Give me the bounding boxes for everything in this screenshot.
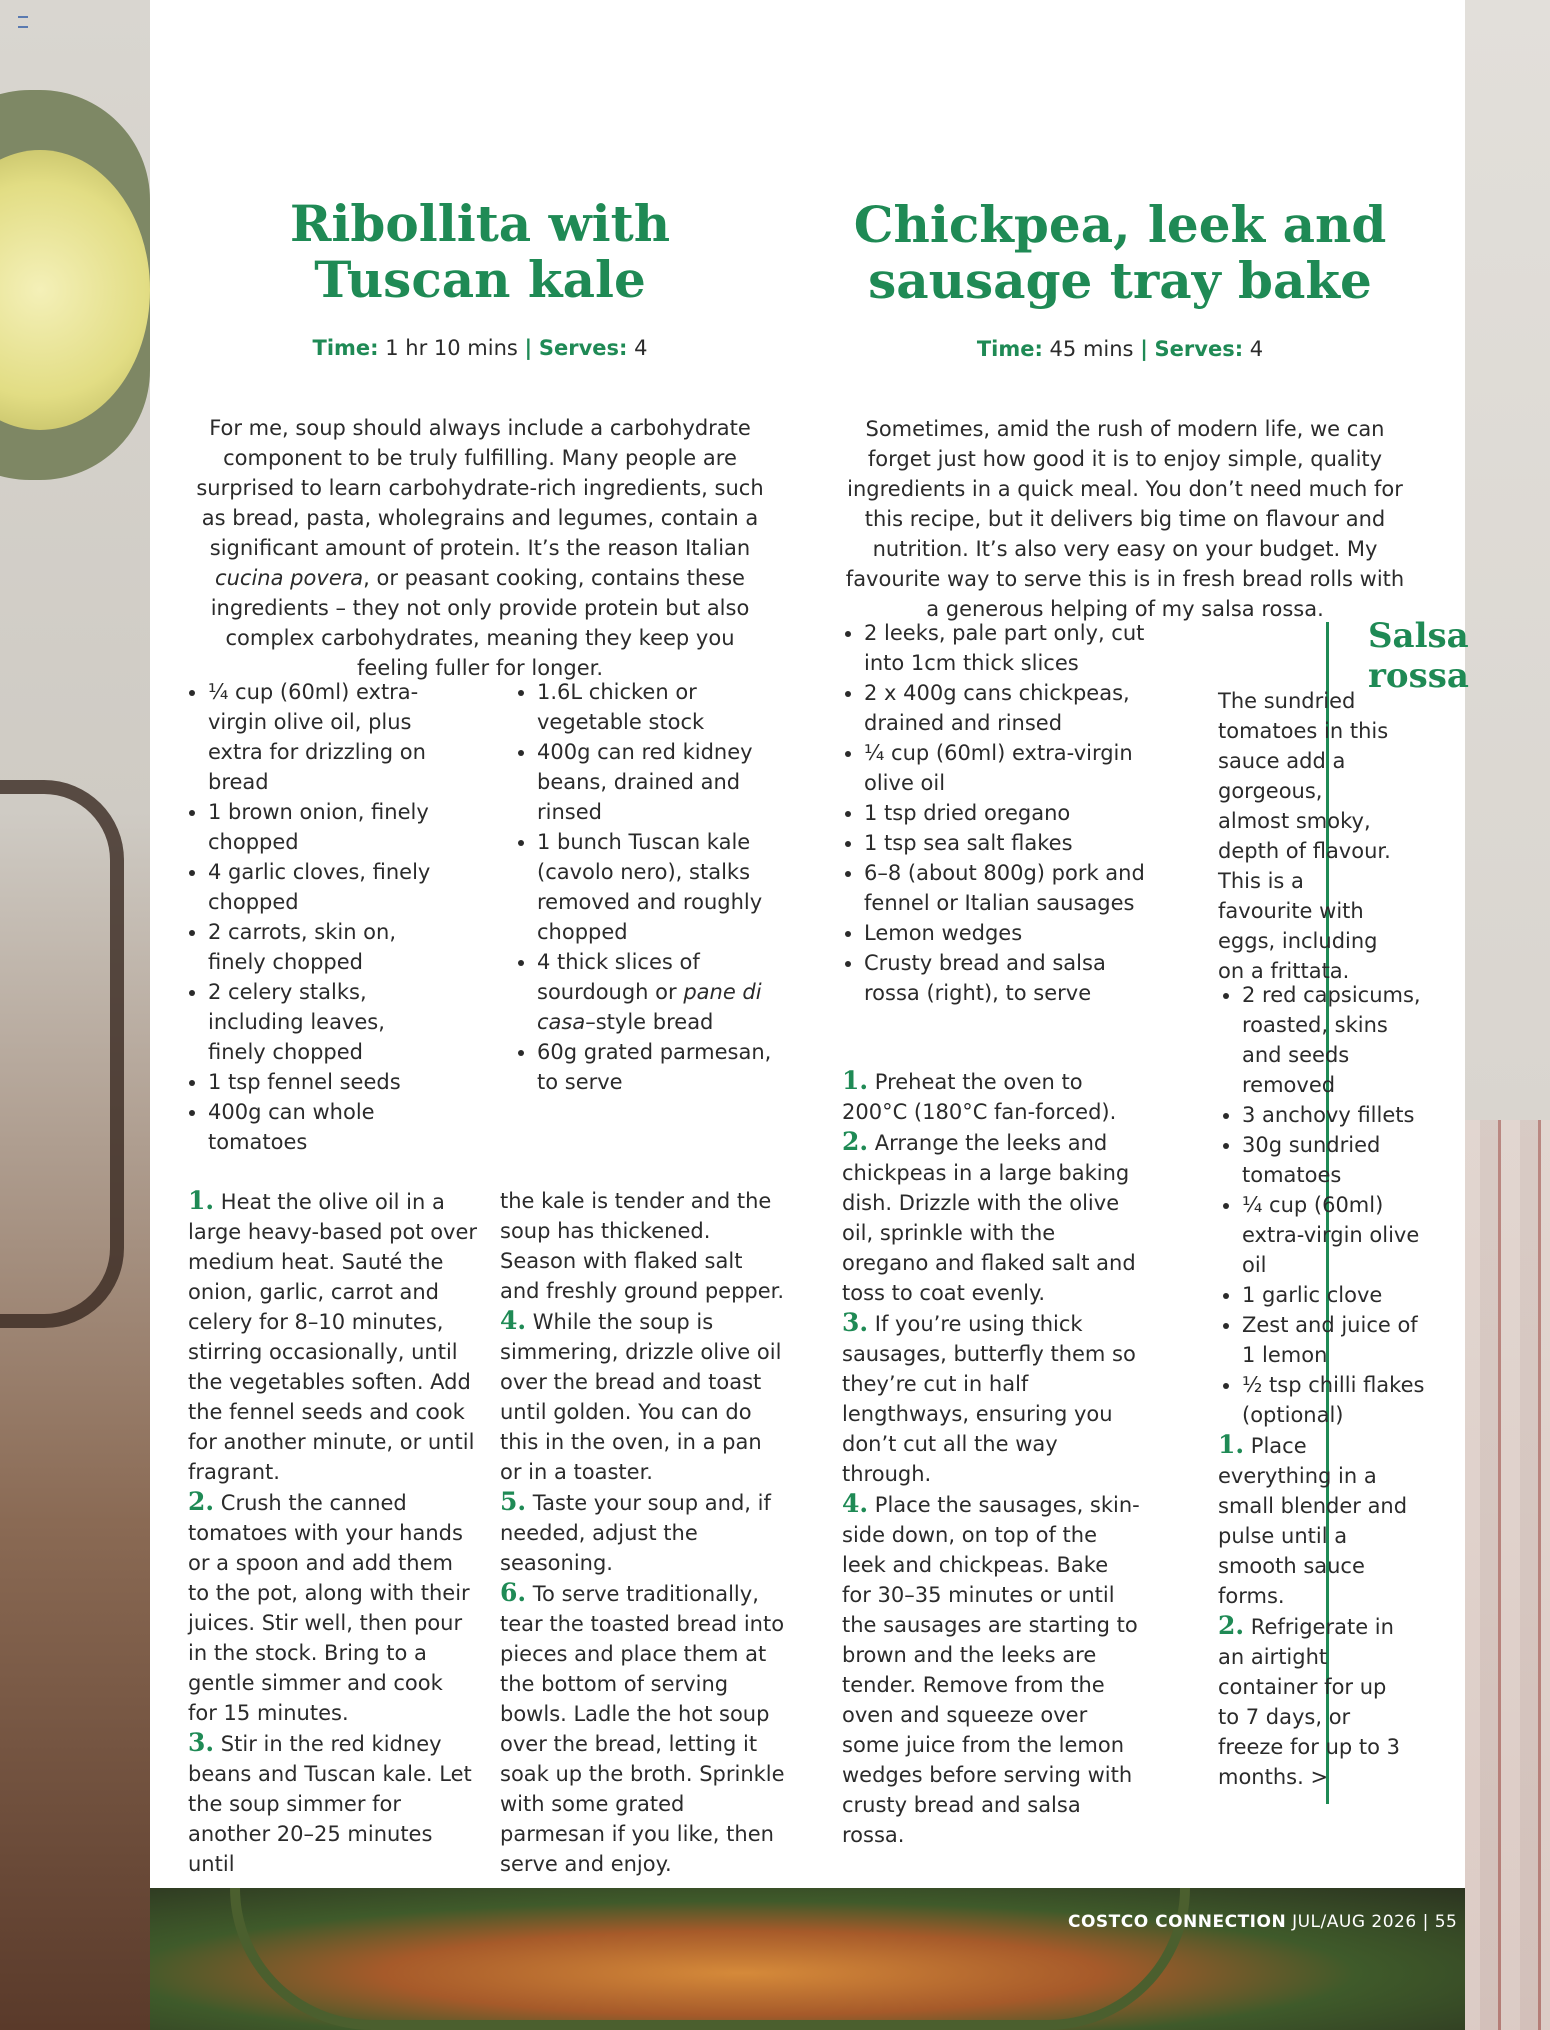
footer-brand: COSTCO CONNECTION: [1068, 1912, 1287, 1932]
time-label: Time:: [976, 337, 1043, 361]
left-title-line2: Tuscan kale: [314, 250, 646, 309]
method-step: [1218, 1611, 1408, 1792]
list-item: • Lemon wedges: [864, 918, 1164, 948]
left-recipe-title: [180, 196, 780, 308]
method-step: [188, 1186, 478, 1487]
list-item: • ¼ cup (60ml) extra-virgin olive oil: [1242, 1190, 1432, 1280]
page-number: 55: [1434, 1912, 1458, 1932]
serves-label: Serves:: [538, 336, 628, 360]
step-number: 2.: [1218, 1611, 1245, 1640]
method-step: [188, 1487, 478, 1728]
list-item: • 400g can whole tomatoes: [208, 1097, 438, 1157]
list-item: • 2 leeks, pale part only, cut into 1cm thick slices: [864, 618, 1164, 678]
step-text: Crush the canned tomatoes with your hands or a spoon and add them to the pot, along with their juices. Stir well, then pour in the stock. Bring to a gentle simmer and cook for 15 minutes.: [188, 1491, 470, 1725]
step-text: Heat the olive oil in a large heavy-based pot over medium heat. Sauté the onion, garlic, carrot and celery for 8–10 minutes, stirring occasionally, until the vegetables soften. Add the fennel seeds and cook for another minute, or until fragrant.: [188, 1190, 478, 1484]
serves-label: Serves:: [1154, 337, 1244, 361]
right-recipe-meta: Time: 45 mins | Serves: 4: [976, 337, 1264, 361]
step-text: Preheat the oven to 200°C (180°C fan-forced).: [842, 1070, 1117, 1124]
time-value: 45 mins: [1049, 337, 1134, 361]
page-footer: [1068, 1912, 1457, 1932]
list-item: • 30g sundried tomatoes: [1242, 1130, 1432, 1190]
step-number: 6.: [500, 1578, 527, 1607]
recipe-page: [150, 0, 1469, 1888]
left-ingredients-col2: [515, 677, 787, 1097]
time-value: 1 hr 10 mins: [385, 336, 518, 360]
right-ingredients: [842, 618, 1164, 1008]
salsa-title: Salsa rossa: [1368, 616, 1469, 696]
method-step: [500, 1578, 785, 1879]
step-number: 4.: [842, 1489, 869, 1518]
list-item: • 1 tsp fennel seeds: [208, 1067, 438, 1097]
left-intro: For me, soup should always include a carbohydrate component to be truly fulfilling. Many people are surprised to learn carbohydrate-rich ingredients, such as bread, pasta, wholegrains and legumes, contain a significant amount of protein. It’s the reason Italian cucina povera, or peasant cooking, contains these ingredients – they not only provide protein but also complex carbohydrates, meaning they keep you feeling fuller for longer.: [196, 416, 764, 680]
menu-icon[interactable]: [18, 16, 28, 28]
step-text: Place the sausages, skin-side down, on top of the leek and chickpeas. Bake for 30–35 minutes or until the sausages are starting to brown and the leeks are tender. Remove from the oven and squeeze over some juice from the lemon wedges before serving with crusty bread and salsa rossa.: [842, 1493, 1140, 1847]
left-method-col2: [500, 1186, 785, 1879]
step-text: Arrange the leeks and chickpeas in a large baking dish. Drizzle with the olive oil, sprinkle with the oregano and flaked salt and toss to coat evenly.: [842, 1131, 1136, 1305]
list-item: • 2 x 400g cans chickpeas, drained and rinsed: [864, 678, 1164, 738]
method-step: [1218, 1430, 1408, 1611]
right-title-line2: sausage tray bake: [868, 251, 1372, 310]
list-item: • 1 tsp sea salt flakes: [864, 828, 1164, 858]
method-step: [842, 1066, 1142, 1127]
list-item: • 2 red capsicums, roasted, skins and seeds removed: [1242, 980, 1432, 1100]
step-number: 2.: [842, 1127, 869, 1156]
step-number: 1.: [842, 1066, 869, 1095]
list-item: • 6–8 (about 800g) pork and fennel or Italian sausages: [864, 858, 1164, 918]
step-number: 3.: [188, 1728, 215, 1757]
step-number: 5.: [500, 1487, 527, 1516]
left-method-col1: [188, 1186, 478, 1879]
step-text: To serve traditionally, tear the toasted bread into pieces and place them at the bottom of serving bowls. Ladle the hot soup over the bread, letting it soak up the broth. Sprinkle with some grated parmesan if you like, then serve and enjoy.: [500, 1582, 785, 1876]
method-step: [500, 1306, 785, 1487]
step-number: 2.: [188, 1487, 215, 1516]
right-recipe-title: [830, 197, 1410, 309]
list-item: • 1.6L chicken or vegetable stock: [537, 677, 787, 737]
bowl-rim: [230, 1888, 1190, 2030]
list-item: • 4 thick slices of sourdough or pane di casa–style bread: [537, 947, 787, 1037]
method-step: [842, 1127, 1142, 1308]
step-text: Stir in the red kidney beans and Tuscan kale. Let the soup simmer for another 20–25 minutes until: [188, 1732, 472, 1876]
list-item: • 2 celery stalks, including leaves, finely chopped: [208, 977, 438, 1067]
step-text: Place everything in a small blender and pulse until a smooth sauce forms.: [1218, 1434, 1408, 1608]
method-step: [500, 1487, 785, 1578]
serves-value: 4: [634, 336, 648, 360]
list-item: • 4 garlic cloves, finely chopped: [208, 857, 438, 917]
step-number: 1.: [188, 1186, 215, 1215]
list-item: • Zest and juice of 1 lemon: [1242, 1310, 1432, 1370]
step-number: 3.: [842, 1308, 869, 1337]
footer-separator: |: [1422, 1912, 1429, 1932]
list-item: • 3 anchovy fillets: [1242, 1100, 1432, 1130]
salsa-method: [1218, 1430, 1408, 1792]
left-recipe-meta: Time: 1 hr 10 mins | Serves: 4: [312, 336, 648, 360]
serves-value: 4: [1249, 337, 1264, 361]
method-step: [842, 1308, 1142, 1489]
list-item: • 1 garlic clove: [1242, 1280, 1432, 1310]
salsa-ingredients: [1220, 980, 1432, 1430]
salsa-intro: The sundried tomatoes in this sauce add a gorgeous, almost smoky, depth of flavour. This is a favourite with eggs, including on a frittata.: [1218, 689, 1391, 983]
left-title-line1: Ribollita with: [289, 194, 671, 253]
list-item: • 60g grated parmesan, to serve: [537, 1037, 787, 1097]
right-title-line1: Chickpea, leek and: [853, 195, 1387, 254]
method-step: [842, 1489, 1142, 1850]
list-item: • 1 bunch Tuscan kale (cavolo nero), stalks removed and roughly chopped: [537, 827, 787, 947]
time-label: Time:: [312, 336, 379, 360]
list-item: • 1 tsp dried oregano: [864, 798, 1164, 828]
step-text: If you’re using thick sausages, butterfly them so they’re cut in half lengthways, ensuring you don’t cut all the way through.: [842, 1312, 1136, 1486]
list-item: • ½ tsp chilli flakes (optional): [1242, 1370, 1432, 1430]
step-text: While the soup is simmering, drizzle olive oil over the bread and toast until golden. You can do this in the oven, in a pan or in a toaster.: [500, 1310, 782, 1484]
list-item: • ¼ cup (60ml) extra-virgin olive oil: [864, 738, 1164, 798]
right-method: [842, 1066, 1142, 1850]
step-number: 4.: [500, 1306, 527, 1335]
step-text: Taste your soup and, if needed, adjust the seasoning.: [500, 1491, 771, 1575]
footer-issue: JUL/AUG 2026: [1292, 1912, 1417, 1932]
left-ingredients-col1: [186, 677, 438, 1157]
list-item: • 2 carrots, skin on, finely chopped: [208, 917, 438, 977]
list-item: • 1 brown onion, finely chopped: [208, 797, 438, 857]
list-item: • ¼ cup (60ml) extra-virgin olive oil, plus extra for drizzling on bread: [208, 677, 438, 797]
list-item: • Crusty bread and salsa rossa (right), to serve: [864, 948, 1164, 1008]
list-item: • 400g can red kidney beans, drained and rinsed: [537, 737, 787, 827]
step-number: 1.: [1218, 1430, 1245, 1459]
pot-handle-photo: [0, 780, 124, 1328]
step-continued: the kale is tender and the soup has thickened. Season with flaked salt and freshly ground pepper.: [500, 1189, 785, 1303]
step-text: Refrigerate in an airtight container for up to 7 days, or freeze for up to 3 months. >: [1218, 1615, 1401, 1789]
right-intro: Sometimes, amid the rush of modern life, we can forget just how good it is to enjoy simple, quality ingredients in a quick meal. You don’t need much for this recipe, but it delivers big time on flavour and nutrition. It’s also very easy on your budget. My favourite way to serve this is in fresh bread rolls with a generous helping of my salsa rossa.: [845, 417, 1405, 621]
method-step: [188, 1728, 478, 1879]
